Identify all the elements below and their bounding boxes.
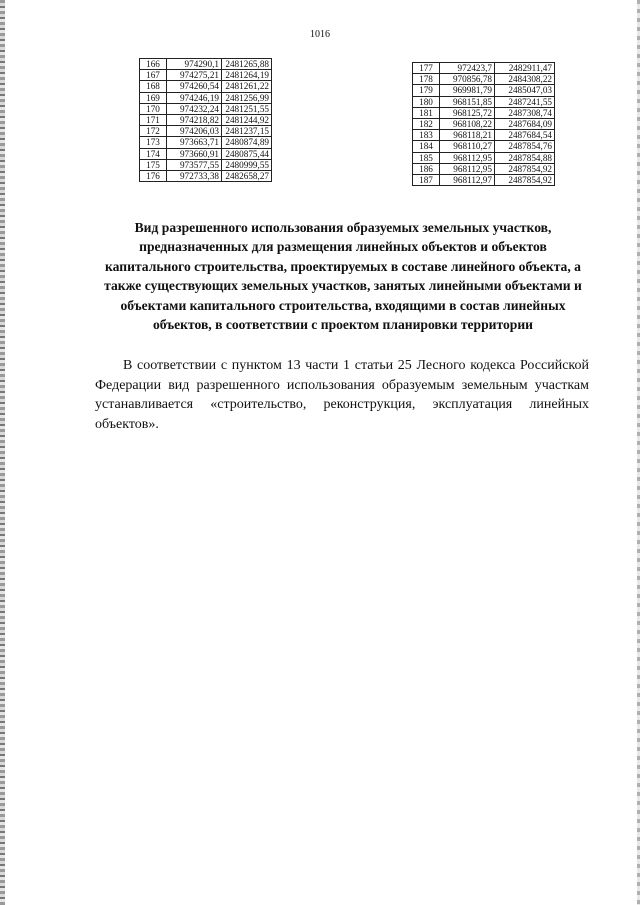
scan-edge-left <box>0 0 5 905</box>
table-row <box>413 96 555 107</box>
coordinates-table-left <box>139 58 272 182</box>
y-coordinate-cell: 2480875,44 <box>222 148 272 159</box>
table-row <box>140 171 272 182</box>
point-number-cell: 178 <box>413 74 440 85</box>
y-coordinate-cell: 2487854,92 <box>495 175 555 186</box>
point-number-cell: 177 <box>413 63 440 74</box>
y-coordinate-cell: 2481251,55 <box>222 103 272 114</box>
point-number-cell: 173 <box>140 137 167 148</box>
x-coordinate-cell: 973577,55 <box>167 159 222 170</box>
table-row <box>140 92 272 103</box>
x-coordinate-cell: 968108,22 <box>440 119 495 130</box>
table-row <box>413 63 555 74</box>
x-coordinate-cell: 973663,71 <box>167 137 222 148</box>
x-coordinate-cell: 968125,72 <box>440 107 495 118</box>
point-number-cell: 176 <box>140 171 167 182</box>
y-coordinate-cell: 2481256,99 <box>222 92 272 103</box>
table-row <box>140 126 272 137</box>
y-coordinate-cell: 2487684,09 <box>495 119 555 130</box>
y-coordinate-cell: 2487241,55 <box>495 96 555 107</box>
page-number: 1016 <box>310 29 330 40</box>
table-row <box>413 175 555 186</box>
section-body-paragraph: В соответствии с пунктом 13 части 1 статьи 25 Лесного кодекса Российской Федерации вид разрешенного использования образуемым земельным участкам устанавливается «строительство, реконструкция, эксплуатация линейных объектов». <box>95 358 589 432</box>
x-coordinate-cell: 968112,95 <box>440 152 495 163</box>
section-heading: Вид разрешенного использования образуемых земельных участков, предназначенных для размещения линейных объектов и объектов капитального строительства, проектируемых в составе линейного объекта, а также существующих земельных участков, занятых линейными объектами и объектами капитального строительства, входящими в состав линейных объектов, в соответствии с проектом планировки территории <box>104 220 582 333</box>
y-coordinate-cell: 2481244,92 <box>222 115 272 126</box>
table-row <box>140 59 272 70</box>
y-coordinate-cell: 2487684,54 <box>495 130 555 141</box>
y-coordinate-cell: 2480874,89 <box>222 137 272 148</box>
point-number-cell: 181 <box>413 107 440 118</box>
x-coordinate-cell: 974290,1 <box>167 59 222 70</box>
point-number-cell: 180 <box>413 96 440 107</box>
point-number-cell: 184 <box>413 141 440 152</box>
x-coordinate-cell: 974206,03 <box>167 126 222 137</box>
table-row <box>140 159 272 170</box>
point-number-cell: 169 <box>140 92 167 103</box>
table-row <box>413 152 555 163</box>
point-number-cell: 171 <box>140 115 167 126</box>
y-coordinate-cell: 2482658,27 <box>222 171 272 182</box>
coordinates-table-left-body <box>140 59 272 182</box>
table-row <box>140 148 272 159</box>
x-coordinate-cell: 968118,21 <box>440 130 495 141</box>
y-coordinate-cell: 2487854,92 <box>495 163 555 174</box>
point-number-cell: 186 <box>413 163 440 174</box>
x-coordinate-cell: 974275,21 <box>167 70 222 81</box>
x-coordinate-cell: 972423,7 <box>440 63 495 74</box>
point-number-cell: 183 <box>413 130 440 141</box>
point-number-cell: 166 <box>140 59 167 70</box>
coordinates-table-right <box>412 62 555 186</box>
x-coordinate-cell: 974218,82 <box>167 115 222 126</box>
x-coordinate-cell: 968151,85 <box>440 96 495 107</box>
table-row <box>140 70 272 81</box>
x-coordinate-cell: 968110,27 <box>440 141 495 152</box>
y-coordinate-cell: 2487308,74 <box>495 107 555 118</box>
table-row <box>140 81 272 92</box>
x-coordinate-cell: 968112,95 <box>440 163 495 174</box>
table-row <box>413 163 555 174</box>
table-row <box>413 130 555 141</box>
table-row <box>413 107 555 118</box>
x-coordinate-cell: 973660,91 <box>167 148 222 159</box>
table-row <box>413 85 555 96</box>
y-coordinate-cell: 2481261,22 <box>222 81 272 92</box>
point-number-cell: 182 <box>413 119 440 130</box>
y-coordinate-cell: 2480999,55 <box>222 159 272 170</box>
y-coordinate-cell: 2482911,47 <box>495 63 555 74</box>
y-coordinate-cell: 2484308,22 <box>495 74 555 85</box>
table-row <box>140 137 272 148</box>
point-number-cell: 174 <box>140 148 167 159</box>
point-number-cell: 185 <box>413 152 440 163</box>
x-coordinate-cell: 970856,78 <box>440 74 495 85</box>
x-coordinate-cell: 969981,79 <box>440 85 495 96</box>
y-coordinate-cell: 2481265,88 <box>222 59 272 70</box>
y-coordinate-cell: 2481237,15 <box>222 126 272 137</box>
y-coordinate-cell: 2487854,88 <box>495 152 555 163</box>
coordinates-table-right-body <box>413 63 555 186</box>
y-coordinate-cell: 2487854,76 <box>495 141 555 152</box>
point-number-cell: 179 <box>413 85 440 96</box>
table-row <box>413 74 555 85</box>
table-row <box>413 119 555 130</box>
point-number-cell: 168 <box>140 81 167 92</box>
table-row <box>140 103 272 114</box>
x-coordinate-cell: 974260,54 <box>167 81 222 92</box>
point-number-cell: 175 <box>140 159 167 170</box>
table-row <box>413 141 555 152</box>
point-number-cell: 172 <box>140 126 167 137</box>
table-row <box>140 115 272 126</box>
x-coordinate-cell: 968112,97 <box>440 175 495 186</box>
x-coordinate-cell: 974246,19 <box>167 92 222 103</box>
y-coordinate-cell: 2485047,03 <box>495 85 555 96</box>
point-number-cell: 187 <box>413 175 440 186</box>
point-number-cell: 170 <box>140 103 167 114</box>
point-number-cell: 167 <box>140 70 167 81</box>
y-coordinate-cell: 2481264,19 <box>222 70 272 81</box>
x-coordinate-cell: 974232,24 <box>167 103 222 114</box>
x-coordinate-cell: 972733,38 <box>167 171 222 182</box>
